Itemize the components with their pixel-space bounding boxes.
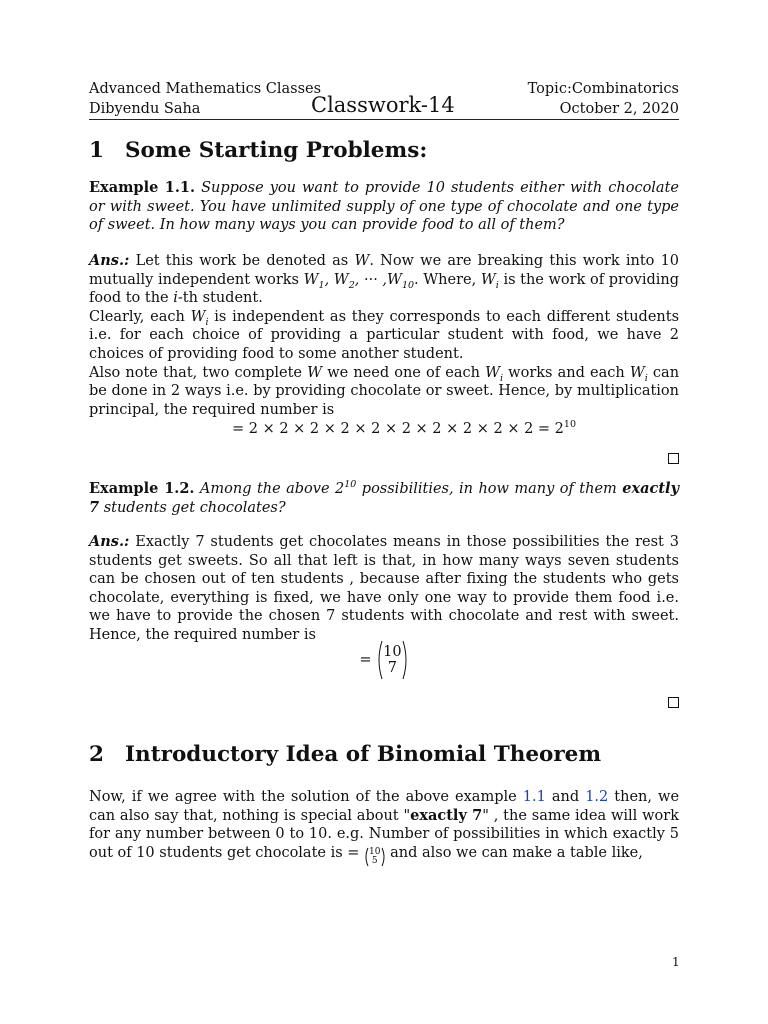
answer-text: . Where,	[414, 271, 477, 288]
math-W: W	[354, 253, 370, 269]
paragraph-text: and	[551, 789, 580, 805]
example-text: students get chocolates?	[103, 499, 286, 516]
example-emphasis: exactly 7	[89, 480, 679, 516]
answer-text: Let this work be denoted as	[135, 253, 349, 269]
answer-text: . Now we are breaking this work into 10 mutually independent works	[89, 253, 680, 288]
math-W: W	[307, 364, 323, 381]
example-1-2	[89, 480, 679, 517]
answer-text: can be done in 2 ways i.e. by providing chocolate or sweet. Hence, by multiplication principal, the required number is	[89, 364, 680, 418]
header-course: Advanced Mathematics Classes	[89, 81, 322, 97]
example-text: possibilities, in how many of them	[361, 481, 617, 497]
binomial-bottom: 5	[371, 855, 378, 866]
math-Wi: $W_i$	[190, 308, 209, 328]
math-works-list: $W_1$, $W_2$, ··· $,W_{10}$	[303, 271, 415, 291]
section-2-heading	[89, 742, 601, 767]
inline-binomial	[364, 847, 385, 867]
binomial-bottom: 7	[387, 660, 397, 676]
binomial-coefficient	[376, 640, 408, 680]
answer-text: Clearly, each	[89, 308, 185, 325]
header-author: Dibyendu Saha	[89, 101, 201, 117]
header-left	[89, 79, 321, 119]
reference-link-1-1[interactable]: 1.1	[522, 789, 546, 805]
answer-text: Exactly 7 students get chocolates means in those possibilities the rest 3 students get sweets. So all that left is that, in how many ways seven students can be chosen out of ten students , because after fixing the students who gets chocolate, everything is fixed, we have only one way to provide them food i.e. we have to provide the chosen 7 students with chocolate and rest with sweet. Hence, the required number is	[89, 534, 679, 643]
section-title: Introductory Idea of Binomial Theorem	[125, 742, 602, 767]
section-number: 1	[89, 138, 104, 163]
paragraph-text: and also we can make a table like,	[390, 844, 643, 861]
section-1-heading	[89, 138, 427, 163]
math-Wi: $W_i$	[480, 271, 499, 291]
page-header	[89, 79, 679, 120]
answer-text: is the work of providing food to the	[89, 271, 680, 307]
section-2-paragraph	[89, 788, 679, 867]
equation-power-of-two	[89, 421, 679, 437]
page-number: 1	[672, 955, 680, 969]
math-i: i	[173, 290, 178, 307]
answer-1-1	[89, 252, 679, 419]
equation-exponent: 10	[563, 419, 576, 431]
answer-text: works and each	[508, 364, 625, 381]
math-Wi: $W_i$	[629, 364, 648, 384]
example-exponent: 10	[344, 479, 357, 491]
header-topic: Topic:Combinatorics	[527, 81, 679, 97]
answer-text: Also note that, two complete	[89, 364, 303, 381]
paragraph-text: Now, if we agree with the solution of the above example	[89, 789, 517, 805]
paragraph-text: then, we can also say that, nothing is special about "	[89, 789, 680, 824]
example-label: Example 1.1.	[89, 179, 196, 196]
example-1-1	[89, 179, 679, 235]
binomial-top: 10	[369, 846, 381, 857]
binomial-top: 10	[383, 644, 402, 660]
qed-square-icon	[668, 697, 679, 708]
section-number: 2	[89, 742, 104, 767]
example-text: Among the above 2	[199, 481, 345, 497]
reference-link-1-2[interactable]: 1.2	[585, 789, 609, 805]
equation-text: = 2 × 2 × 2 × 2 × 2 × 2 × 2 × 2 × 2 × 2 = 2	[231, 421, 564, 437]
math-Wi: $W_i$	[485, 364, 504, 384]
header-title: Classwork-14	[311, 93, 455, 117]
equation-binomial-10-7: = 10 7	[89, 640, 679, 680]
answer-text: is independent as they corresponds to each different students i.e. for each choice of providing a particular student with food, we have 2 choices of providing food to some another student.	[89, 308, 680, 362]
header-date: October 2, 2020	[559, 101, 679, 117]
answer-text: -th student.	[177, 290, 263, 307]
answer-label: Ans.:	[89, 533, 130, 550]
answer-1-2	[89, 533, 679, 645]
paragraph-text: " , the same idea will work for any number between 0 to 10. e.g. Number of possibilities in which exactly 5 out of 10 students get chocolate is =	[89, 807, 679, 861]
header-right	[528, 79, 679, 119]
qed-square-icon	[668, 453, 679, 464]
answer-label: Ans.:	[89, 252, 130, 269]
example-text: Suppose you want to provide 10 students either with chocolate or with sweet. You have unlimited supply of one type of chocolate and one type of sweet. In how many ways you can provide food to all of them?	[89, 180, 679, 234]
example-label: Example 1.2.	[89, 480, 195, 497]
answer-text: we need one of each	[327, 364, 480, 381]
paragraph-emphasis: exactly 7	[410, 806, 483, 824]
section-title: Some Starting Problems:	[125, 138, 428, 163]
